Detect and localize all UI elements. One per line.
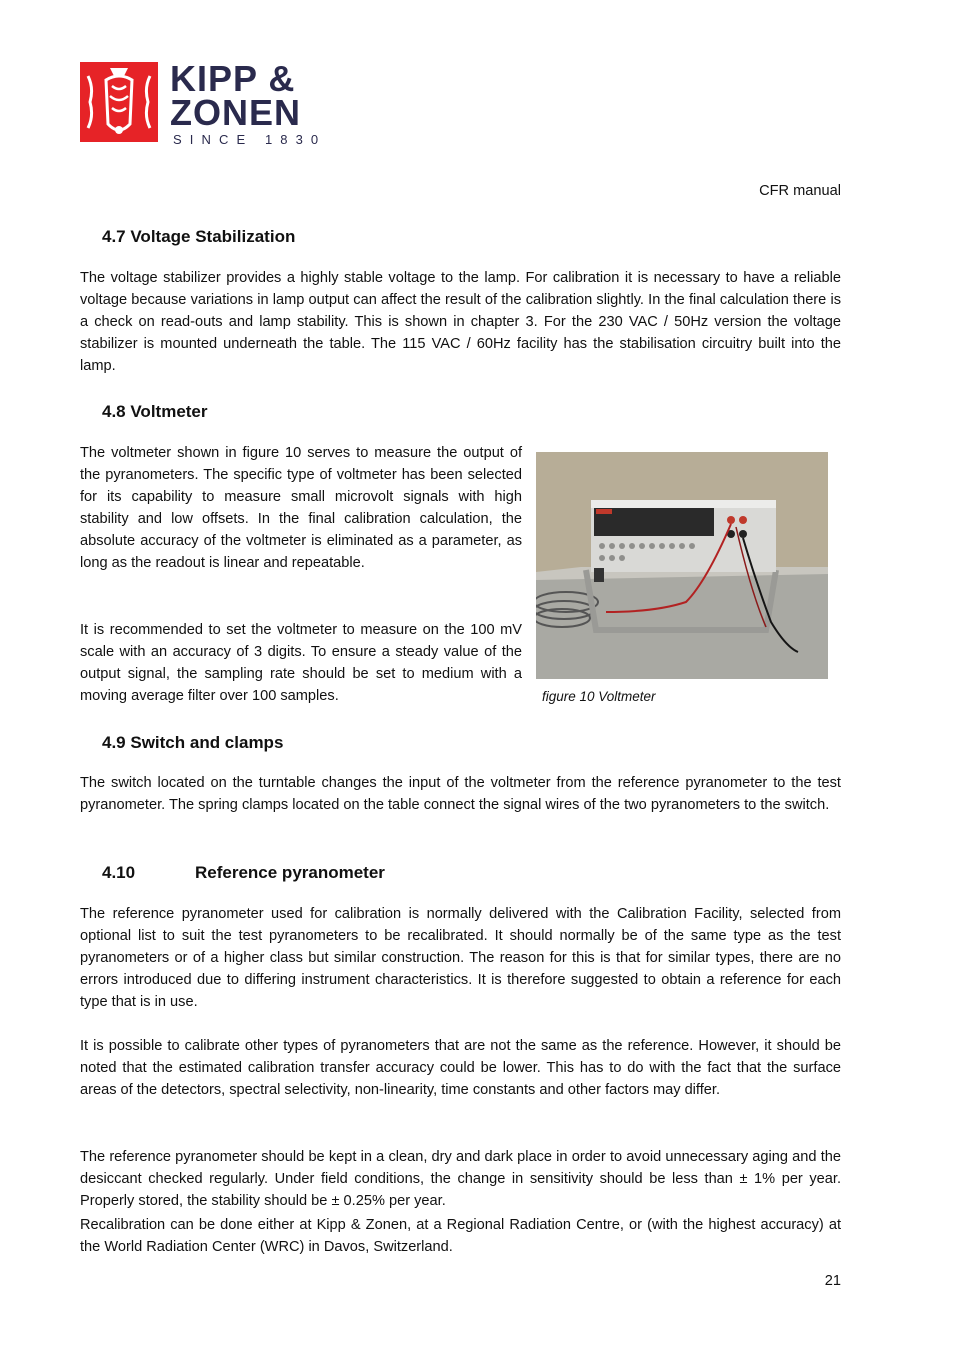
kipp-zonen-emblem-icon: [80, 62, 158, 142]
section-4-8-paragraph-1: The voltmeter shown in figure 10 serves to measure the output of the pyranometers. The specific type of voltmeter has been selected for its capability to measure small microvolt signals with high stability and low offsets. In the final calibration calculation, the absolute accuracy of the voltmeter is eliminated as a parameter, as long as the readout is linear and repeatable.: [80, 445, 522, 571]
section-heading-4-10: [102, 862, 385, 884]
section-heading-4-10-number: 4.10: [102, 863, 136, 882]
voltmeter-photo: [536, 452, 828, 679]
section-4-10-paragraph-1: The reference pyranometer used for calibration is normally delivered with the Calibration Facility, selected from optional list to suit the test pyranometers to be recalibrated. It should normally be of the same type as the test pyranometers or of a higher class but similar construction. The reason for this is that for similar types, there are no errors introduced due to differing instrument characteristics. It is therefore suggested to obtain a reference for each type that is in use.: [80, 906, 841, 1010]
section-4-7-paragraph: The voltage stabilizer provides a highly stable voltage to the lamp. For calibration it is necessary to have a reliable voltage because variations in lamp output can affect the result of the calibration slightly. In the final calculation there is a check on read-outs and lamp stability. This is shown in chapter 3. For the 230 VAC / 50Hz version the voltage stabilizer is mounted underneath the table. The 115 VAC / 60Hz facility has the stabilisation circuitry built into the lamp.: [80, 270, 841, 374]
section-heading-4-8: 4.8 Voltmeter: [102, 402, 208, 421]
section-4-8-paragraph-2: It is recommended to set the voltmeter to measure on the 100 mV scale with an accuracy of 3 digits. To ensure a steady value of the output signal, the sampling rate should be set to medium with a moving average filter over 100 samples.: [80, 622, 522, 704]
section-4-10-paragraph-4: Recalibration can be done either at Kipp & Zonen, at a Regional Radiation Centre, or (with the highest accuracy) at the World Radiation Center (WRC) in Davos, Switzerland.: [80, 1217, 841, 1255]
section-heading-4-10-text: Reference pyranometer: [195, 863, 385, 882]
section-heading-4-7: 4.7 Voltage Stabilization: [102, 227, 296, 246]
logo-since: SINCE 1830: [173, 132, 327, 147]
logo-line-2: ZONEN: [170, 92, 301, 133]
logo-line-1: KIPP &: [170, 58, 296, 99]
section-4-10-paragraph-3: The reference pyranometer should be kept in a clean, dry and dark place in order to avoid unnecessary aging and the desiccant checked regularly. Under field conditions, the change in sensitivity should be less than ± 1% per year. Properly stored, the stability should be ± 0.25% per year.: [80, 1149, 841, 1209]
document-title: CFR manual: [759, 183, 841, 199]
company-logo: [80, 58, 342, 147]
section-4-10-paragraph-2: It is possible to calibrate other types of pyranometers that are not the same as the reference. However, it should be noted that the estimated calibration transfer accuracy could be lower. This has to do with the fact that the surface areas of the detectors, spectral selectivity, non-linearity, time constants and other factors may differ.: [80, 1038, 841, 1098]
section-4-9-paragraph: The switch located on the turntable changes the input of the voltmeter from the reference pyranometer to the test pyranometer. The spring clamps located on the table connect the signal wires of the two pyranometers to the switch.: [80, 775, 841, 813]
figure-caption: figure 10 Voltmeter: [542, 689, 656, 704]
page-number: 21: [824, 1273, 841, 1289]
section-heading-4-9: 4.9 Switch and clamps: [102, 733, 284, 752]
logo-wordmark: [170, 58, 301, 133]
